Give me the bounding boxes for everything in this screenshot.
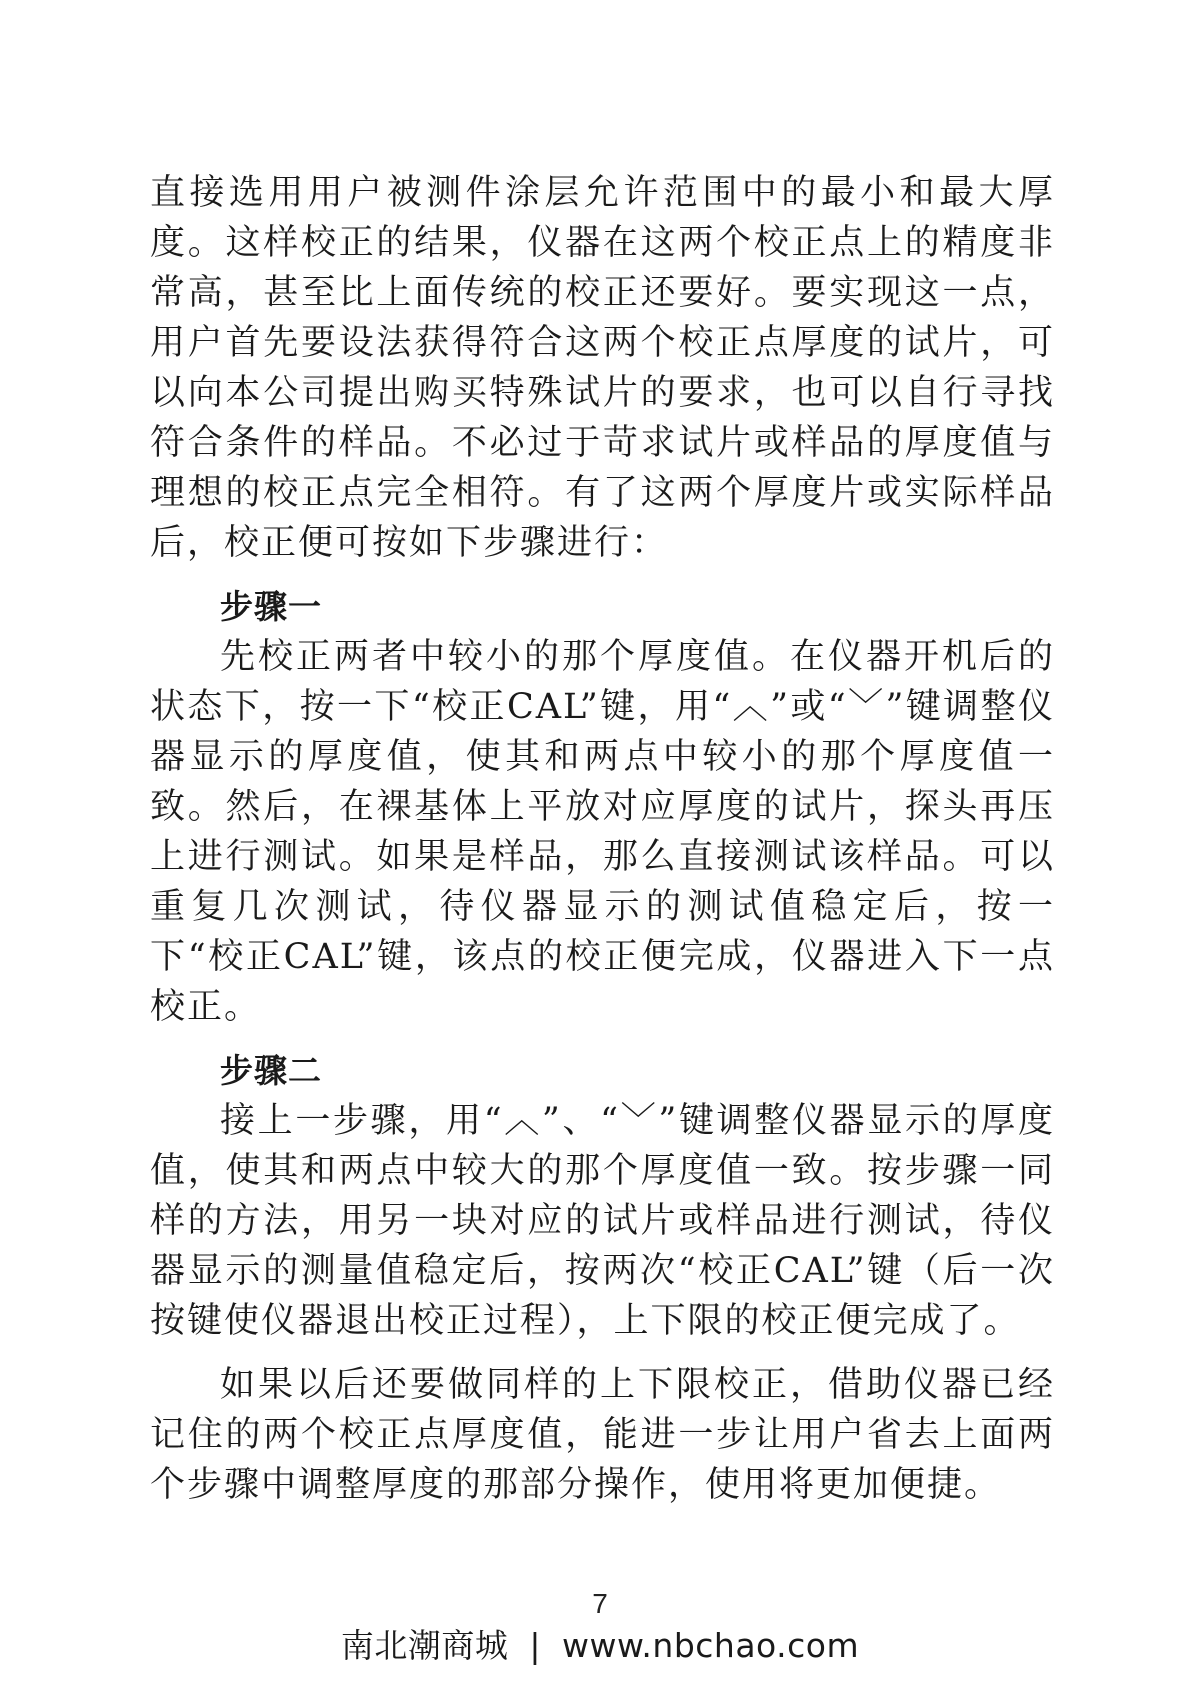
step-two-paragraph: 接上一步骤，用“︿”、“﹀”键调整仪器显示的厚度值，使其和两点中较大的那个厚度值一致。按步骤一同样的方法，用另一块对应的试片或样品进行测试，待仪器显示的测量值稳定后，按两次“校正CAL”键（后一次按键使仪器退出校正过程），上下限的校正便完成了。 xyxy=(150,1101,1055,1341)
footer-separator: | xyxy=(529,1626,541,1665)
footer-brand: 南北潮商城 xyxy=(340,1626,509,1665)
step-one-paragraph: 先校正两者中较小的那个厚度值。在仪器开机后的状态下，按一下“校正CAL”键，用“︿”或“﹀”键调整仪器显示的厚度值，使其和两点中较小的那个厚度值一致。然后，在裸基体上平放对应厚度的试片，探头再压上进行测试。如果是样品，那么直接测试该样品。可以重复几次测试，待仪器显示的测试值稳定后，按一下“校正CAL”键，该点的校正便完成，仪器进入下一点校正。 xyxy=(150,637,1055,1027)
step-one-heading: 步骤一 xyxy=(220,587,322,626)
page-number: 7 xyxy=(592,1588,608,1619)
intro-paragraph: 直接选用用户被测件涂层允许范围中的最小和最大厚度。这样校正的结果，仪器在这两个校正点上的精度非常高，甚至比上面传统的校正还要好。要实现这一点，用户首先要设法获得符合这两个校正点厚度的试片，可以向本公司提出购买特殊试片的要求，也可以自行寻找符合条件的样品。不必过于苛求试片或样品的厚度值与理想的校正点完全相符。有了这两个厚度片或实际样品后，校正便可按如下步骤进行： xyxy=(150,173,1055,563)
body-text xyxy=(150,168,1055,1510)
closing-paragraph: 如果以后还要做同样的上下限校正，借助仪器已经记住的两个校正点厚度值，能进一步让用户省去上面两个步骤中调整厚度的那部分操作，使用将更加便捷。 xyxy=(150,1365,1055,1505)
footer-url[interactable]: www.nbchao.com xyxy=(561,1626,860,1665)
footer xyxy=(0,1626,1200,1666)
step-two-heading: 步骤二 xyxy=(220,1051,322,1090)
